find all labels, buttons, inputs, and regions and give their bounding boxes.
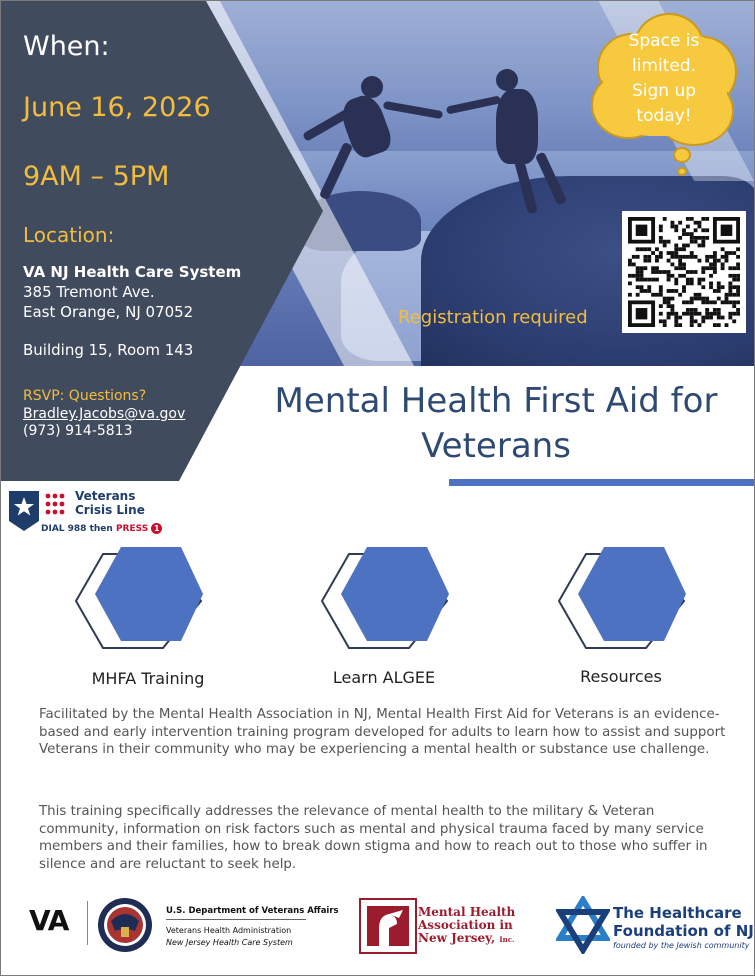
room-info: Building 15, Room 143 [23,341,194,359]
contact-email-link[interactable]: Bradley.Jacobs@va.gov [23,406,186,422]
description-paragraph-2: This training specifically addresses the relevance of mental health to the military & Veteran community, information on risk factors such as mental and physical trauma faced by many service members and their families, how to break down stigma and how to reach out to those who suffer in silence and are reluctant to seek help. [39,804,708,872]
star-of-david-icon [556,896,610,954]
when-label: When: [23,31,110,62]
va-vha-name: Veterans Health Administration [166,926,292,935]
callout-text: Space is limited. Sign up today! [628,31,700,126]
event-time: 9AM – 5PM [23,161,170,192]
contact-phone: (973) 914-5813 [23,423,133,439]
feature-hex-mhfa-training[interactable] [73,544,223,654]
registration-note: Registration required [398,307,588,328]
location-label: Location: [23,223,115,247]
location-name: VA NJ Health Care System [23,263,242,281]
feature-label-mhfa-training: MHFA Training [91,669,205,688]
veterans-crisis-line-logo: Veterans Crisis Line DIAL 988 then PRESS 1 [9,489,154,539]
va-department-name: U.S. Department of Veterans Affairs [166,906,339,916]
mha-logo-icon [359,898,417,954]
va-logo-divider [87,901,88,945]
registration-qr-code[interactable] [622,211,746,333]
va-logo-mark: VA [29,904,69,937]
feature-label-resources: Resources [580,667,662,686]
va-nj-system-name: New Jersey Health Care System [166,938,293,947]
mha-logo-text: Mental Health Association in New Jersey, Inc. [418,905,516,945]
description-paragraph-1: Facilitated by the Mental Health Association in NJ, Mental Health First Aid for Veterans is an evidence-based and early intervention training program developed for adults to learn how to assist and support Veterans in their community who may be experiencing a mental health or substance use challenge. [39,707,726,758]
page-title: Mental Health First Aid for Veterans [274,381,718,466]
hcf-name-line-1: The Healthcare [613,904,742,922]
va-seal-icon [97,897,153,953]
hcf-tagline: founded by the Jewish community [613,941,750,950]
feature-hex-resources[interactable] [556,544,706,654]
title-underline [449,479,754,486]
hcf-name-line-2: Foundation of NJ [613,922,754,940]
feature-label-learn-algee: Learn ALGEE [332,668,436,687]
person-right-figure [496,69,518,91]
rsvp-label: RSVP: Questions? [23,388,147,404]
feature-hex-learn-algee[interactable] [319,544,469,654]
event-date: June 16, 2026 [23,92,211,123]
address-line-1: 385 Tremont Ave. [23,283,155,301]
va-divider-line [166,919,306,920]
callout-bubble-2 [677,167,687,176]
address-line-2: East Orange, NJ 07052 [23,303,194,321]
callout-bubble-1 [673,147,691,163]
